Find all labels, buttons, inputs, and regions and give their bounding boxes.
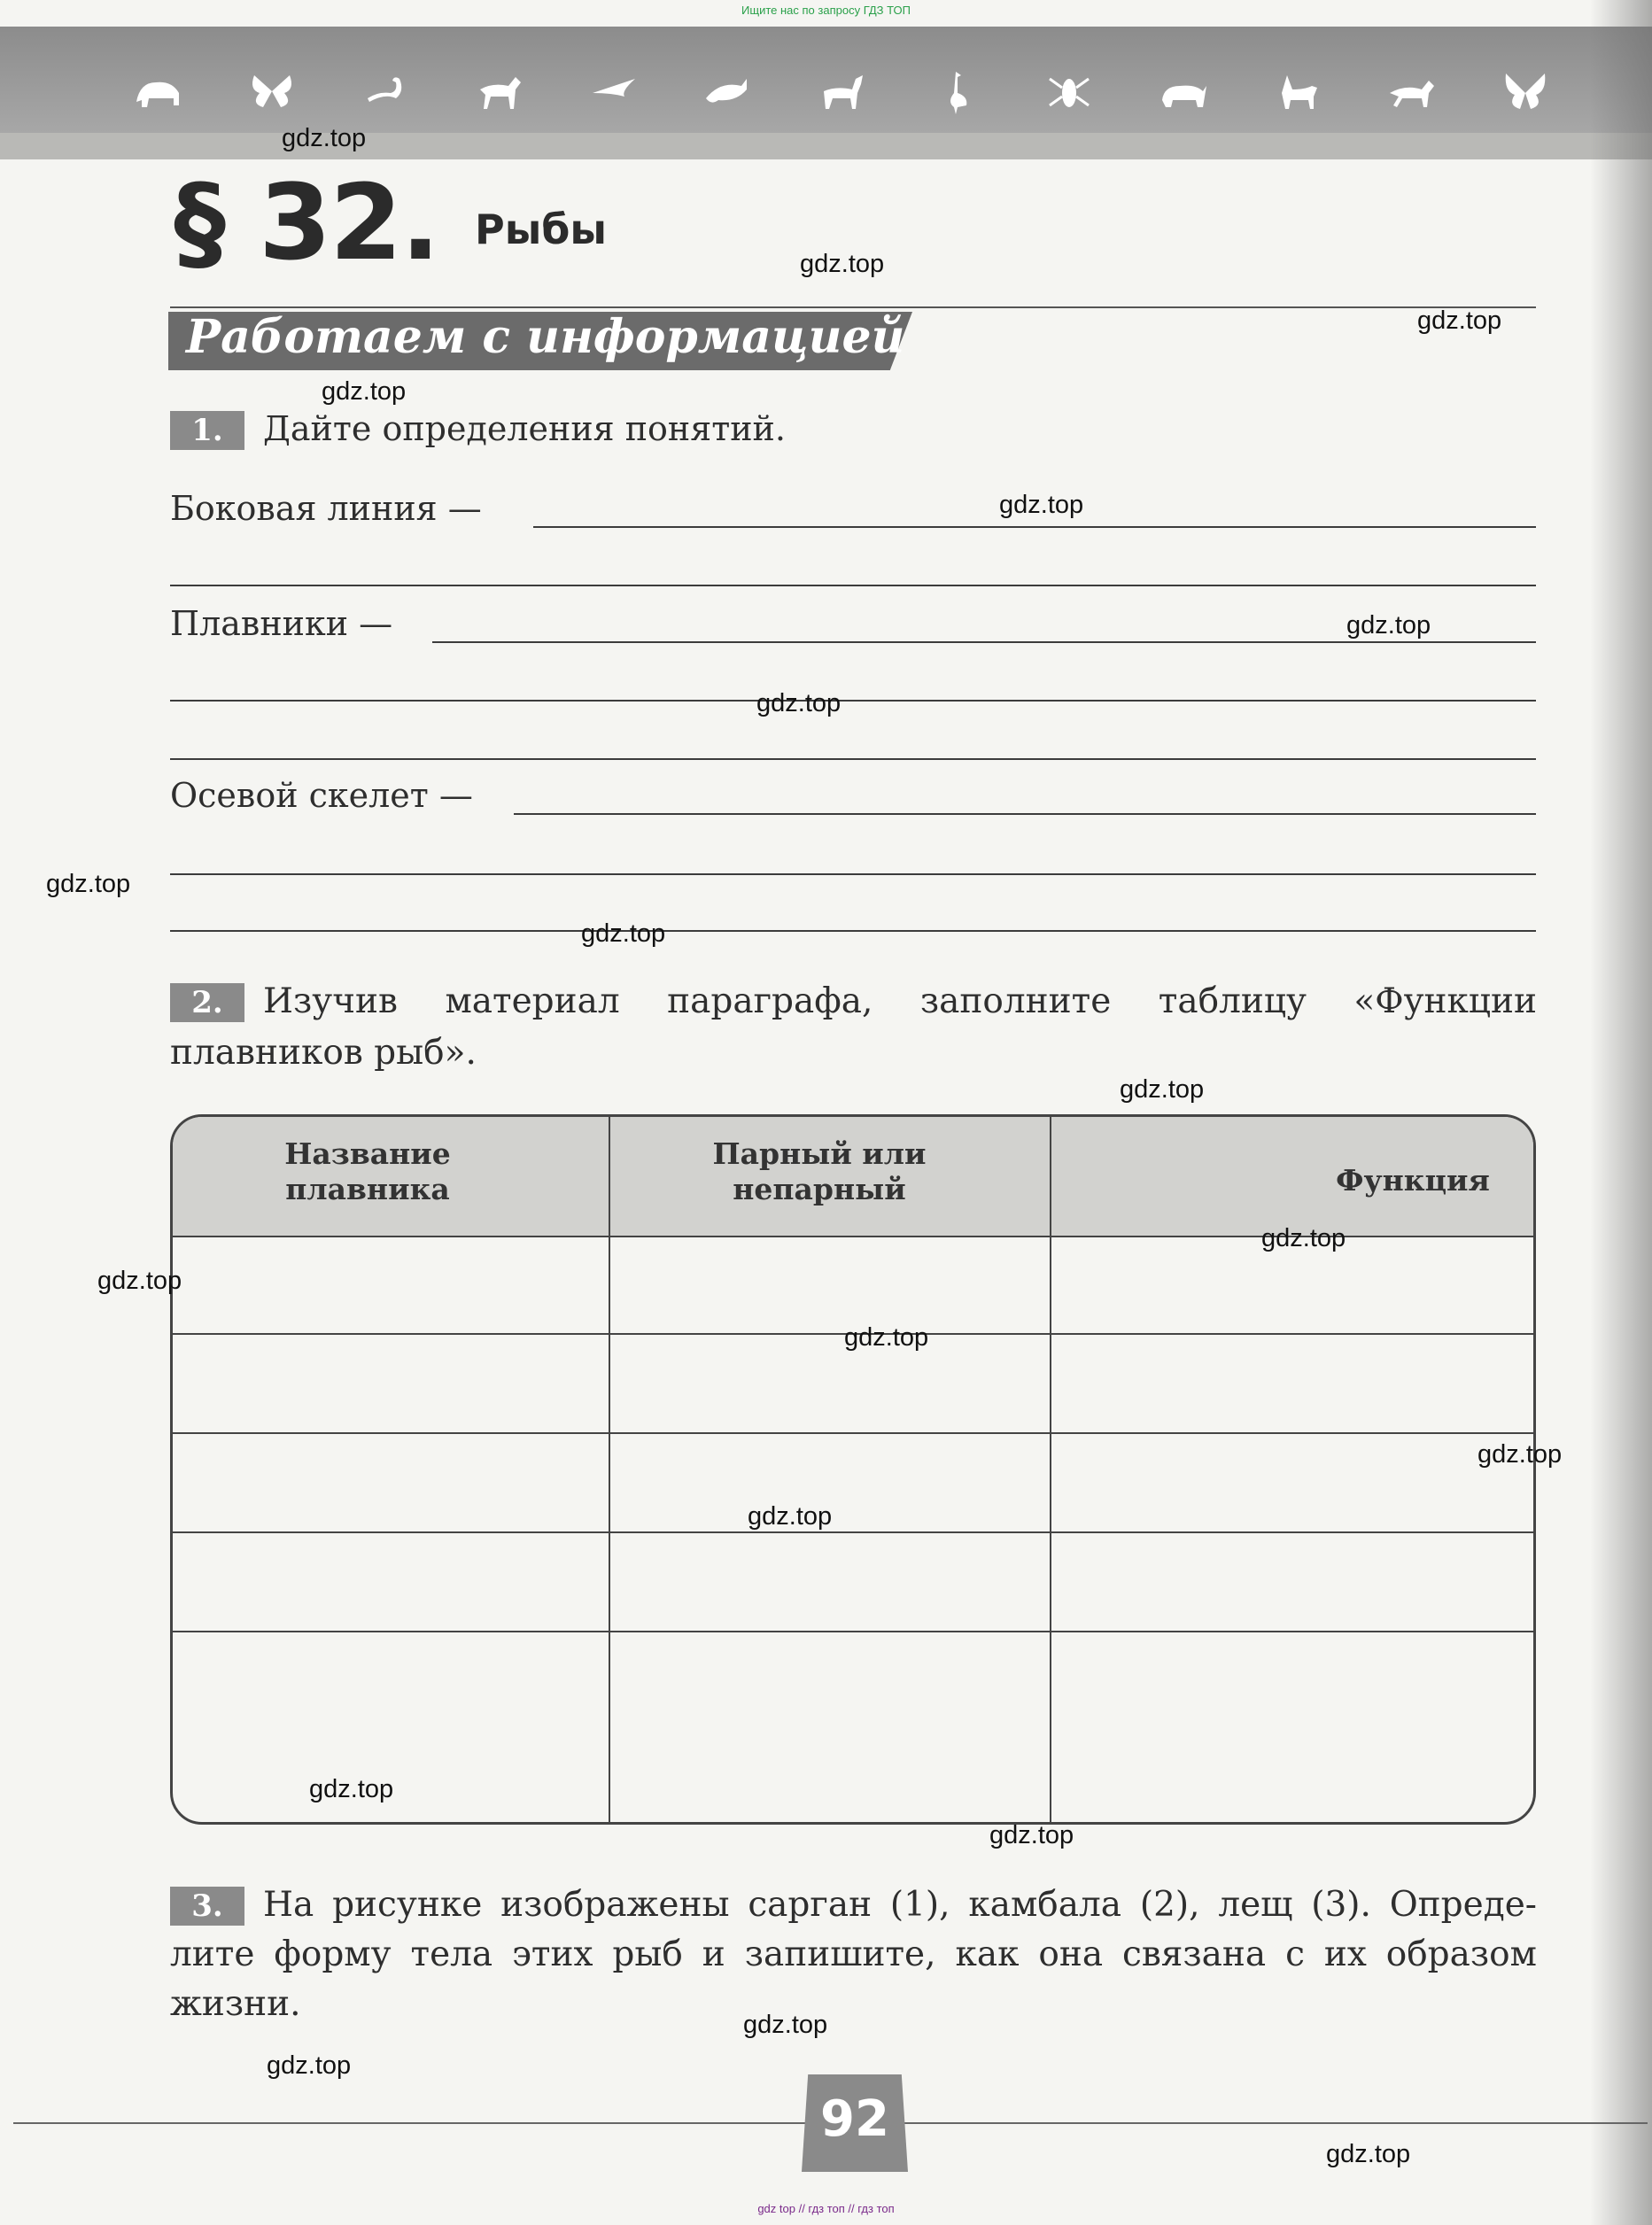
task2-text-line2: плавников рыб». [170,1033,477,1073]
rhino-icon [1159,66,1208,116]
task2-number: 2. [170,983,244,1022]
table-cell[interactable] [173,1237,607,1331]
page-edge-shadow [1590,0,1652,2225]
table-cell[interactable] [610,1237,1048,1331]
paragraph-number: § 32. [174,161,439,283]
watermark: gdz.top [989,1821,1074,1849]
page-number: 92 [820,2090,889,2148]
answer-line[interactable] [170,700,1536,702]
watermark: gdz.top [46,870,131,898]
horse-rider-icon [1386,66,1436,116]
row-divider [173,1432,1536,1434]
section-title: Работаем с информацией [186,310,905,364]
watermark: gdz.top [844,1323,929,1352]
watermark: gdz.top [1417,306,1502,335]
bison-icon [133,66,182,116]
header-function: Функция [1336,1163,1490,1198]
watermark: gdz.top [1326,2140,1411,2168]
watermark: gdz.top [322,377,407,406]
answer-line[interactable] [170,585,1536,586]
top-note: Ищите нас по запросу ГДЗ ТОП [741,4,911,17]
answer-line[interactable] [432,641,1536,643]
watermark: gdz.top [999,491,1084,519]
watermark: gdz.top [748,1502,833,1531]
heron-icon [931,66,981,116]
task2-text-line1: Изучив материал параграфа, заполните таблицу «Функции [263,981,1537,1021]
watermark: gdz.top [800,250,885,278]
term-axial-skeleton: Осевой скелет — [170,776,473,815]
term-lateral-line: Боковая линия — [170,489,482,528]
watermark: gdz.top [267,2051,352,2080]
watermark: gdz.top [309,1775,394,1803]
row-divider [173,1531,1536,1533]
task3-text-line1: На рисунке изображены сарган (1), камбала (2), лещ (3). Опреде- [263,1885,1537,1925]
task1-text: Дайте определения понятий. [263,409,786,448]
column-divider [609,1117,610,1825]
moth-icon [1501,66,1550,116]
dog-icon [1273,66,1322,116]
watermark: gdz.top [1346,611,1431,640]
task3-number: 3. [170,1887,244,1926]
fins-table [170,1114,1536,1825]
task3-text-line3: жизни. [170,1984,301,2024]
answer-line[interactable] [170,930,1536,932]
header-fin-name: Название плавника [284,1136,451,1206]
butterfly-icon [247,66,297,116]
header-paired: Парный или непарный [712,1136,927,1206]
answer-line[interactable] [170,873,1536,875]
watermark: gdz.top [1477,1440,1563,1469]
watermark: gdz.top [97,1267,182,1295]
animal-silhouettes [133,66,1550,128]
answer-line[interactable] [533,526,1536,528]
scorpion-icon [361,66,410,116]
insect-icon [1044,66,1094,116]
task3-text-line2: лите форму тела этих рыб и запишите, как она связана с их образом [170,1934,1537,1974]
watermark: gdz.top [282,124,367,152]
row-divider [173,1631,1536,1632]
bottom-note: gdz top // гдз топ // гдз топ [757,2202,895,2215]
section-rule [170,306,1536,308]
paragraph-title: Рыбы [475,205,608,253]
watermark: gdz.top [756,689,842,717]
watermark: gdz.top [743,2011,828,2039]
answer-line[interactable] [170,758,1536,760]
watermark: gdz.top [1120,1075,1205,1104]
horse-icon [475,66,524,116]
watermark: gdz.top [1261,1224,1346,1252]
bird-icon [589,66,639,116]
column-divider [1050,1117,1051,1825]
header-strip [0,133,1652,159]
term-fins: Плавники — [170,604,393,643]
task1-number: 1. [170,411,244,450]
moose-icon [817,66,866,116]
answer-line[interactable] [514,813,1536,815]
watermark: gdz.top [581,919,666,948]
dolphin-icon [702,66,752,116]
